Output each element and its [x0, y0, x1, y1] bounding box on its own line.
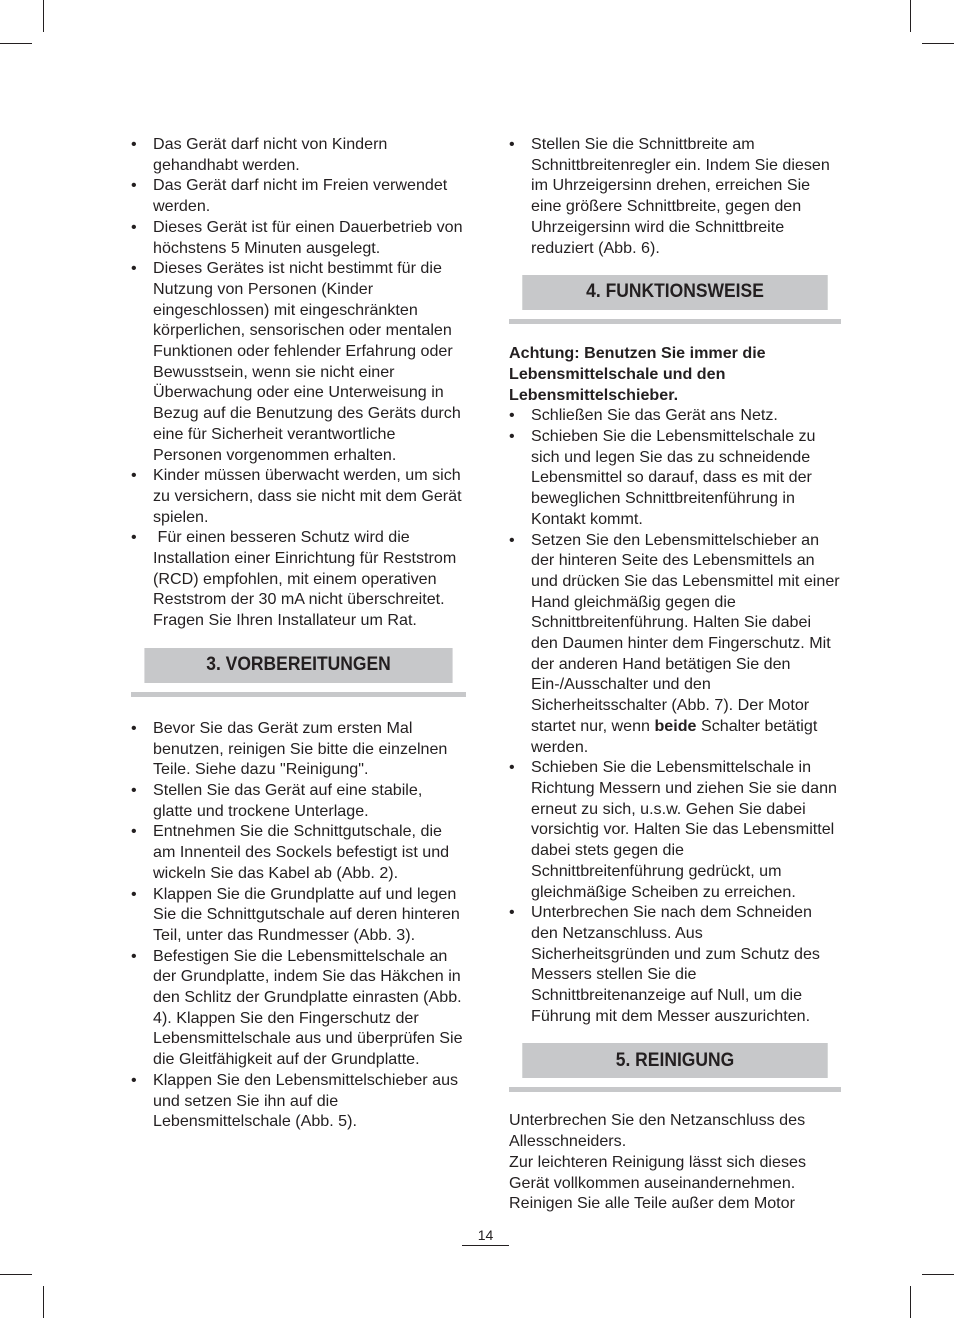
- list-item: • Schieben Sie die Lebensmittelschale in Richtung Messern und ziehen Sie sie dann erneut zu sich, u.s.w. Gehen Sie dabei vorsichtig vor. Halten Sie das Lebensmittel dabei stets gegen die Schnittbreitenführung gedrückt, um gleichmäßige Scheiben zu erreichen.: [509, 757, 841, 902]
- left-column: [131, 134, 466, 1132]
- paragraph: Reinigen Sie alle Teile außer dem Motor: [509, 1194, 795, 1213]
- crop-mark: [0, 43, 32, 44]
- list-item: • Unterbrechen Sie nach dem Schneiden den Netzanschluss. Aus Sicherheitsgründen und zum Schutz des Messers stellen Sie die Schnittbreitenanzeige auf Null, um die Führung mit dem Messer auszurichten.: [509, 902, 841, 1026]
- section-rule: [131, 692, 466, 697]
- list-item: • Schließen Sie das Gerät ans Netz.: [509, 405, 841, 426]
- section-rule: [509, 1087, 841, 1092]
- emphasis-text: beide: [654, 716, 697, 735]
- crop-mark: [922, 43, 954, 44]
- list-item-text: Schalter betätigt werden.: [531, 716, 818, 756]
- list-item: • Klappen Sie die Grundplatte auf und legen Sie die Schnittgutschale auf deren hinteren Teil, unter das Rundmesser (Abb. 3).: [131, 884, 466, 946]
- paragraph: Zur leichteren Reinigung lässt sich dieses Gerät vollkommen auseinandernehmen.: [509, 1152, 806, 1192]
- section-4-header: [509, 275, 841, 324]
- section-4-title: 4. FUNKTIONSWEISE: [522, 275, 827, 310]
- warning-note: Achtung: Benutzen Sie immer die Lebensmittelschale und den Lebensmittelschieber.: [509, 344, 766, 404]
- section-5-title: 5. REINIGUNG: [522, 1043, 827, 1078]
- paragraph: Unterbrechen Sie den Netzanschluss des Allesschneiders.: [509, 1111, 806, 1151]
- crop-mark: [0, 1274, 32, 1275]
- crop-mark: [43, 0, 44, 32]
- list-item: • Bevor Sie das Gerät zum ersten Mal benutzen, reinigen Sie bitte die einzelnen Teile. Siehe dazu "Reinigung".: [131, 718, 466, 780]
- crop-mark: [910, 1286, 911, 1318]
- list-item: • Befestigen Sie die Lebensmittelschale an der Grundplatte, indem Sie das Häkchen in den Schlitz der Grundplatte einrasten (Abb. 4). Klappen Sie den Fingerschutz der Lebensmittelschale aus und überprüfen Sie die Gleitfähigkeit auf der Grundplatte.: [131, 946, 466, 1070]
- list-item: • Stellen Sie die Schnittbreite am Schnittbreitenregler ein. Indem Sie diesen im Uhrzeigersinn drehen, erreichen Sie eine größere Schnittbreite, gegen den Uhrzeigersinn wird die Schnittbreite reduziert (Abb. 6).: [509, 134, 841, 258]
- page-number: 14: [462, 1226, 509, 1246]
- safety-list: [131, 134, 466, 631]
- section-3-header: [131, 648, 466, 697]
- list-item: • Das Gerät darf nicht im Freien verwendet werden.: [131, 175, 466, 216]
- section-3-title: 3. VORBEREITUNGEN: [144, 648, 452, 683]
- width-setting-list: [509, 134, 841, 258]
- section-rule: [509, 319, 841, 324]
- list-item: • Kinder müssen überwacht werden, um sich zu versichern, dass sie nicht mit dem Gerät spielen.: [131, 465, 466, 527]
- operation-list: [509, 405, 841, 1026]
- section-5-header: [509, 1043, 841, 1092]
- list-item-text: Setzen Sie den Lebensmittelschieber an der hinteren Seite des Lebensmittels an und drücken Sie das Lebensmittel mit einer Hand gleichmäßig gegen die Schnittbreitenführung. Halten Sie dabei den Daumen hinter dem Fingerschutz. Mit der anderen Hand betätigen Sie den Ein-/Ausschalter und den Sicherheitsschalter (Abb. 7). Der Motor startet nur, wenn: [531, 530, 840, 735]
- list-item: [509, 530, 841, 758]
- crop-mark: [910, 0, 911, 32]
- cleaning-text: [509, 1110, 841, 1214]
- list-item: • Für einen besseren Schutz wird die Installation einer Einrichtung für Reststrom (RCD) empfohlen, mit einem operativen Reststrom der 30 mA nicht überschreitet. Fragen Sie Ihren Installateur um Rat.: [131, 527, 466, 631]
- list-item: • Dieses Gerätes ist nicht bestimmt für die Nutzung von Personen (Kinder eingeschlossen) mit eingeschränkten körperlichen, sensorischen oder mentalen Funktionen oder fehlender Erfahrung oder Bewusstsein, wenn sie nicht einer Überwachung oder eine Unterweisung in Bezug auf die Benutzung des Geräts durch eine für Sicherheit verantwortliche Personen vorgenommen erhalten.: [131, 258, 466, 465]
- crop-mark: [43, 1286, 44, 1318]
- list-item: • Dieses Gerät ist für einen Dauerbetrieb von höchstens 5 Minuten ausgelegt.: [131, 217, 466, 258]
- list-item: • Klappen Sie den Lebensmittelschieber aus und setzen Sie ihn auf die Lebensmittelschale (Abb. 5).: [131, 1070, 466, 1132]
- preparation-list: [131, 718, 466, 1132]
- list-item: • Das Gerät darf nicht von Kindern gehandhabt werden.: [131, 134, 466, 175]
- list-item: • Stellen Sie das Gerät auf eine stabile, glatte und trockene Unterlage.: [131, 780, 466, 821]
- list-item: • Entnehmen Sie die Schnittgutschale, die am Innenteil des Sockels befestigt ist und wickeln Sie das Kabel ab (Abb. 2).: [131, 821, 466, 883]
- crop-mark: [922, 1274, 954, 1275]
- right-column: [509, 134, 841, 1214]
- list-item: • Schieben Sie die Lebensmittelschale zu sich und legen Sie das zu schneidende Lebensmittel so darauf, dass es mit der beweglichen Schnittbreitenführung in Kontakt kommt.: [509, 426, 841, 530]
